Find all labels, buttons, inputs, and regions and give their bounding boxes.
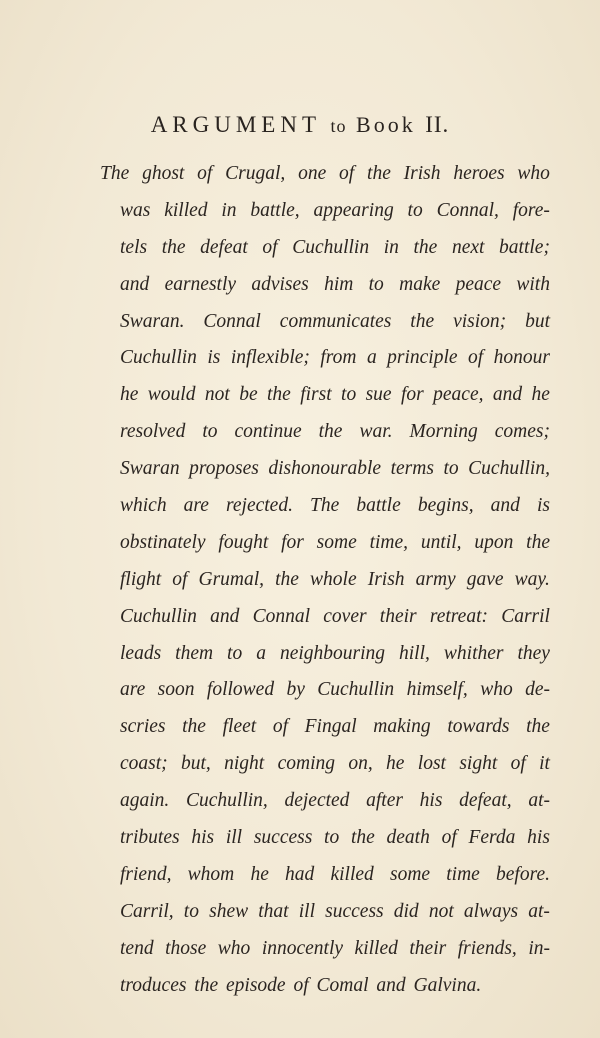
heading-book: Book <box>356 112 416 137</box>
text-line: tend those who innocently killed their friends, in- <box>120 937 550 959</box>
text-line: Cuchullin and Connal cover their retreat: Carril <box>120 605 550 627</box>
text-line: coast; but, night coming on, he lost sight of it <box>120 753 550 775</box>
text-line: resolved to continue the war. Morning comes; <box>120 421 550 443</box>
text-line: flight of Grumal, the whole Irish army gave way. <box>120 568 550 590</box>
text-line: Swaran proposes dishonourable terms to Cuchullin, <box>120 458 550 480</box>
page-heading <box>0 112 600 138</box>
text-line: obstinately fought for some time, until, upon the <box>120 531 550 553</box>
text-line: was killed in battle, appearing to Connal, fore- <box>120 199 550 221</box>
text-line: he would not be the first to sue for peace, and he <box>120 384 550 406</box>
text-line: Swaran. Connal communicates the vision; but <box>120 310 550 332</box>
text-line: Cuchullin is inflexible; from a principle of honour <box>120 347 550 369</box>
heading-argument: ARGUMENT <box>150 112 322 137</box>
text-line: tels the defeat of Cuchullin in the next battle; <box>120 236 550 258</box>
text-line: again. Cuchullin, dejected after his defeat, at- <box>120 790 550 812</box>
text-line: The ghost of Crugal, one of the Irish heroes who <box>100 163 550 184</box>
text-line: tributes his ill success to the death of Ferda his <box>120 827 550 849</box>
text-line: leads them to a neighbouring hill, whither they <box>120 642 550 664</box>
text-line: scries the fleet of Fingal making towards the <box>120 716 550 738</box>
text-line: Carril, to shew that ill success did not always at- <box>120 900 550 922</box>
text-line: and earnestly advises him to make peace with <box>120 273 550 295</box>
heading-book-number: II. <box>425 112 450 137</box>
text-line: friend, whom he had killed some time before. <box>120 863 550 885</box>
text-line: which are rejected. The battle begins, and is <box>120 495 550 517</box>
text-line: troduces the episode of Comal and Galvina. <box>120 974 482 996</box>
text-line: are soon followed by Cuchullin himself, who de- <box>120 679 550 701</box>
argument-text <box>100 156 550 1004</box>
heading-to: to <box>330 116 347 136</box>
